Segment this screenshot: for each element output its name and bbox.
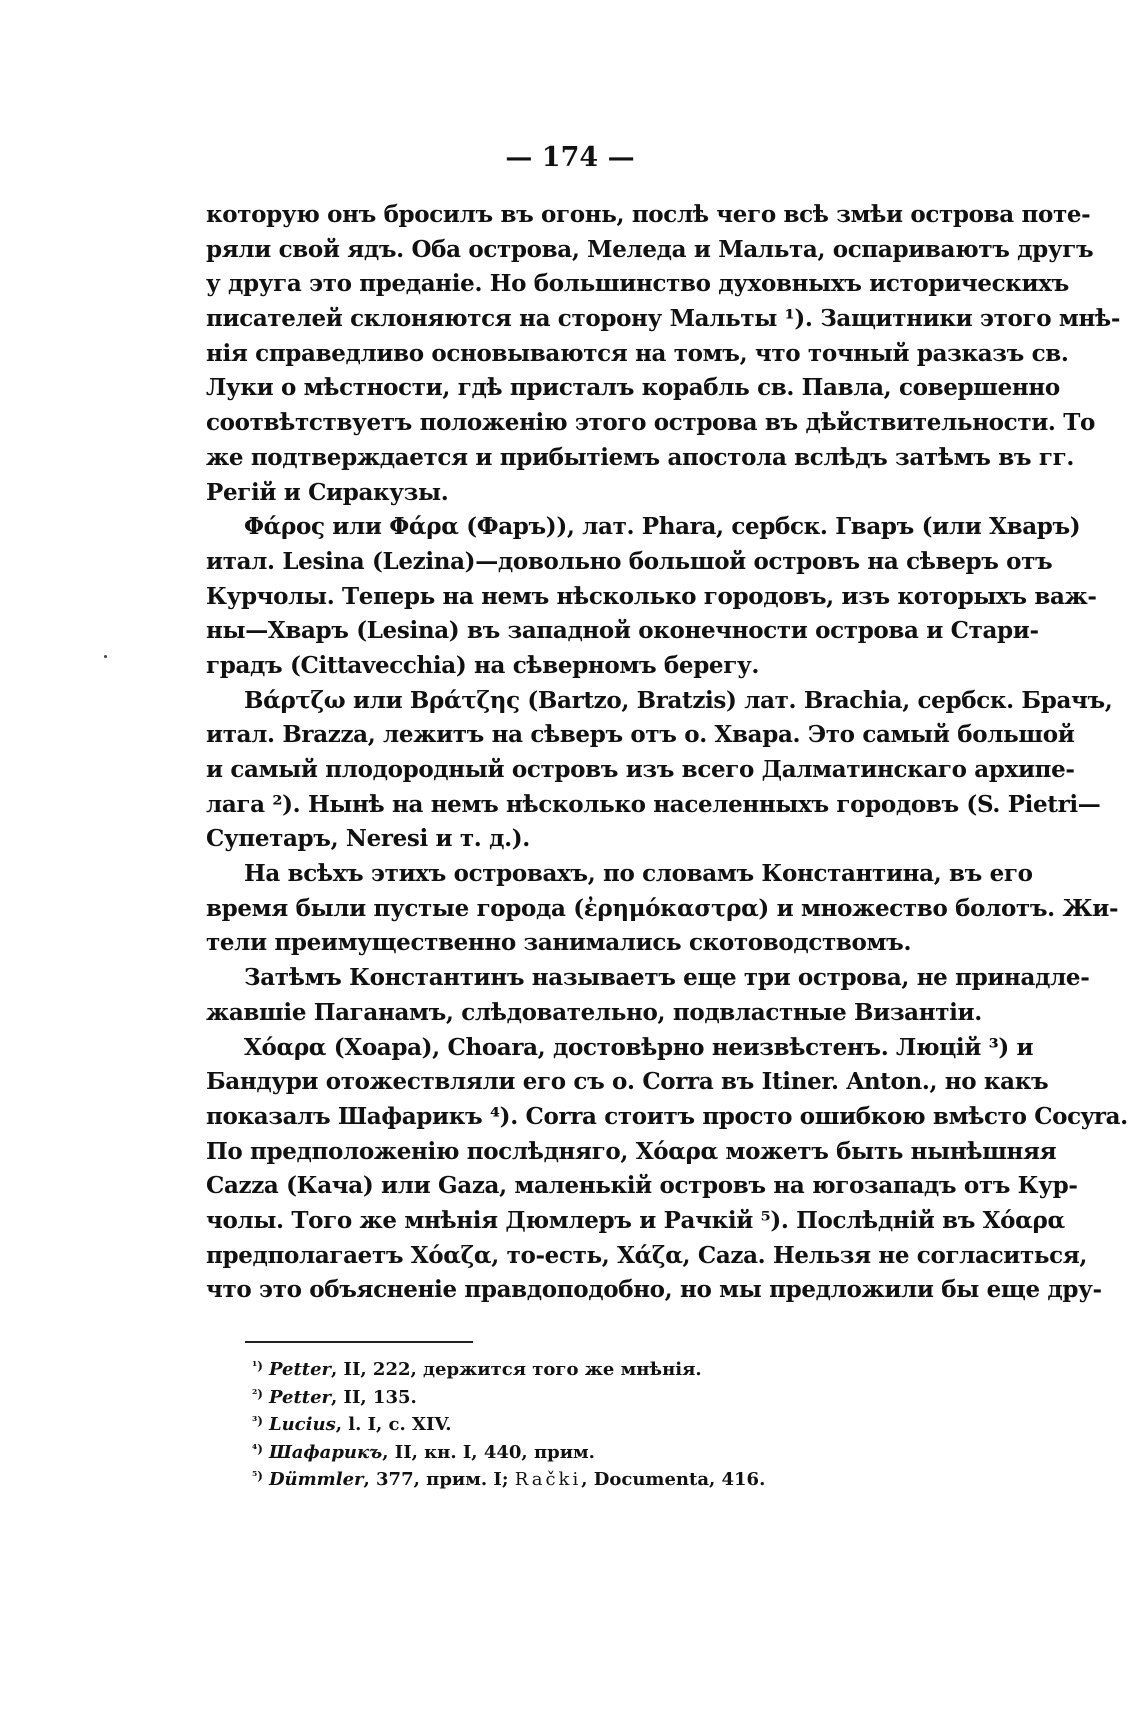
- footnote-text: , II, кн. I, 440, прим.: [382, 1441, 595, 1463]
- margin-dot: [104, 655, 107, 658]
- text-line: Регій и Сиракузы.: [206, 478, 449, 506]
- text-line: На всѣхъ этихъ островахъ, по словамъ Константина, въ его: [244, 860, 1033, 888]
- footnote: [252, 1436, 992, 1464]
- footnote-author: Lucius: [268, 1414, 336, 1435]
- text-line: и самый плодородный островъ изъ всего Далматинскаго архипе-: [206, 756, 1075, 783]
- page-number: — 174 —: [505, 142, 635, 173]
- footnote-number: ¹): [252, 1359, 263, 1373]
- text-line: Затѣмъ Константинъ называетъ еще три острова, не принадле-: [244, 964, 1090, 992]
- text-line: ны—Хваръ (Lesina) въ западной оконечности острова и Стари-: [206, 617, 1039, 645]
- text-line: нія справедливо основываются на томъ, что точный разказъ св.: [206, 339, 1069, 367]
- footnote-text: , l. I, c. XIV.: [335, 1414, 452, 1435]
- footnote-text: , II, 135.: [331, 1386, 417, 1408]
- footnote: [252, 1381, 992, 1409]
- footnote-divider: [245, 1341, 473, 1343]
- text-line: Супетаръ, Neresi и т. д.).: [206, 825, 530, 853]
- footnote: [252, 1408, 992, 1436]
- text-line: Βάρτζω или Βράτζης (Bartzo, Bratzis) лат. Brachia, сербск. Брачъ,: [244, 686, 1113, 714]
- text-line: лага ²). Нынѣ на немъ нѣсколько населенныхъ городовъ (S. Pietri—: [206, 790, 1101, 818]
- text-line: соотвѣтствуетъ положенію этого острова въ дѣйствительности. То: [206, 409, 1096, 437]
- text-line: предполагаетъ Χόαζα, то-есть, Χάζα, Caza. Нельзя не согласиться,: [206, 1241, 1088, 1269]
- text-line: итал. Brazza, лежитъ на сѣверъ отъ о. Хвара. Это самый большой: [206, 721, 1075, 749]
- footnotes: [252, 1353, 992, 1491]
- text-line: жавшіе Паганамъ, слѣдовательно, подвластные Византіи.: [206, 998, 982, 1026]
- footnote-author: Шафарикъ: [268, 1441, 383, 1463]
- footnote: [252, 1353, 992, 1381]
- footnote-text: , II, 222, держится того же мнѣнія.: [331, 1359, 702, 1380]
- footnote-number: ²): [252, 1386, 263, 1401]
- footnote-number: ³): [252, 1414, 263, 1428]
- text-line: показалъ Шафарикъ ⁴). Corra стоитъ просто ошибкою вмѣсто Cocyra.: [206, 1102, 1128, 1130]
- text-line: которую онъ бросилъ въ огонь, послѣ чего всѣ змѣи острова поте-: [206, 201, 1091, 228]
- text-line: у друга это преданіе. Но большинство духовныхъ историческихъ: [206, 270, 1069, 298]
- footnote: [252, 1463, 992, 1491]
- text-line: время были пустые города (ἐρημόκαστρα) и множество болотъ. Жи-: [206, 894, 1119, 922]
- text-line: чолы. Того же мнѣнія Дюмлеръ и Рачкій ⁵). Послѣдній въ Χόαρα: [206, 1206, 1065, 1234]
- text-line: Луки о мѣстности, гдѣ присталъ корабль св. Павла, совершенно: [206, 374, 1060, 402]
- footnote-author: Petter: [268, 1359, 332, 1380]
- text-line: ряли свой ядъ. Оба острова, Меледа и Мальта, оспариваютъ другъ: [206, 235, 1094, 263]
- text-line: Курчолы. Теперь на немъ нѣсколько городовъ, изъ которыхъ важ-: [206, 582, 1097, 610]
- footnote-text: , 377, прим. I;: [363, 1469, 515, 1490]
- text-line: что это объясненіе правдоподобно, но мы предложили бы еще дру-: [206, 1276, 1102, 1304]
- text-line: Cazza (Кача) или Gaza, маленькій островъ на югозападъ отъ Кур-: [206, 1172, 1078, 1200]
- text-line: тели преимущественно занимались скотоводствомъ.: [206, 929, 912, 957]
- text-line: писателей склоняются на сторону Мальты ¹). Защитники этого мнѣ-: [206, 305, 1121, 333]
- text-line: По предположенію послѣдняго, Χόαρα можетъ быть нынѣшняя: [206, 1137, 1057, 1165]
- footnote-number: ⁴): [252, 1441, 263, 1456]
- footnote-text: , Documenta, 416.: [581, 1469, 766, 1490]
- footnote-author: Petter: [268, 1386, 332, 1408]
- text-line: Бандури отожествляли его съ о. Corra въ Itiner. Anton., но какъ: [206, 1068, 1049, 1096]
- text-line: Φάρος или Φάρα (Фаръ)), лат. Phara, сербск. Гваръ (или Хваръ): [244, 513, 1081, 541]
- body-text: [206, 198, 1128, 1308]
- footnote-number: ⁵): [252, 1469, 263, 1483]
- footnote-author: Dümmler: [268, 1469, 364, 1490]
- text-line: итал. Lesina (Lezina)—довольно большой островъ на сѣверъ отъ: [206, 547, 1053, 575]
- footnote-author-spaced: Rački: [514, 1469, 582, 1490]
- text-line: Χόαρα (Хоара), Choara, достовѣрно неизвѣстенъ. Люцій ³) и: [244, 1033, 1034, 1061]
- text-line: же подтверждается и прибытіемъ апостола вслѣдъ затѣмъ въ гг.: [206, 443, 1074, 471]
- text-line: градъ (Cittavecchia) на сѣверномъ берегу.: [206, 651, 759, 679]
